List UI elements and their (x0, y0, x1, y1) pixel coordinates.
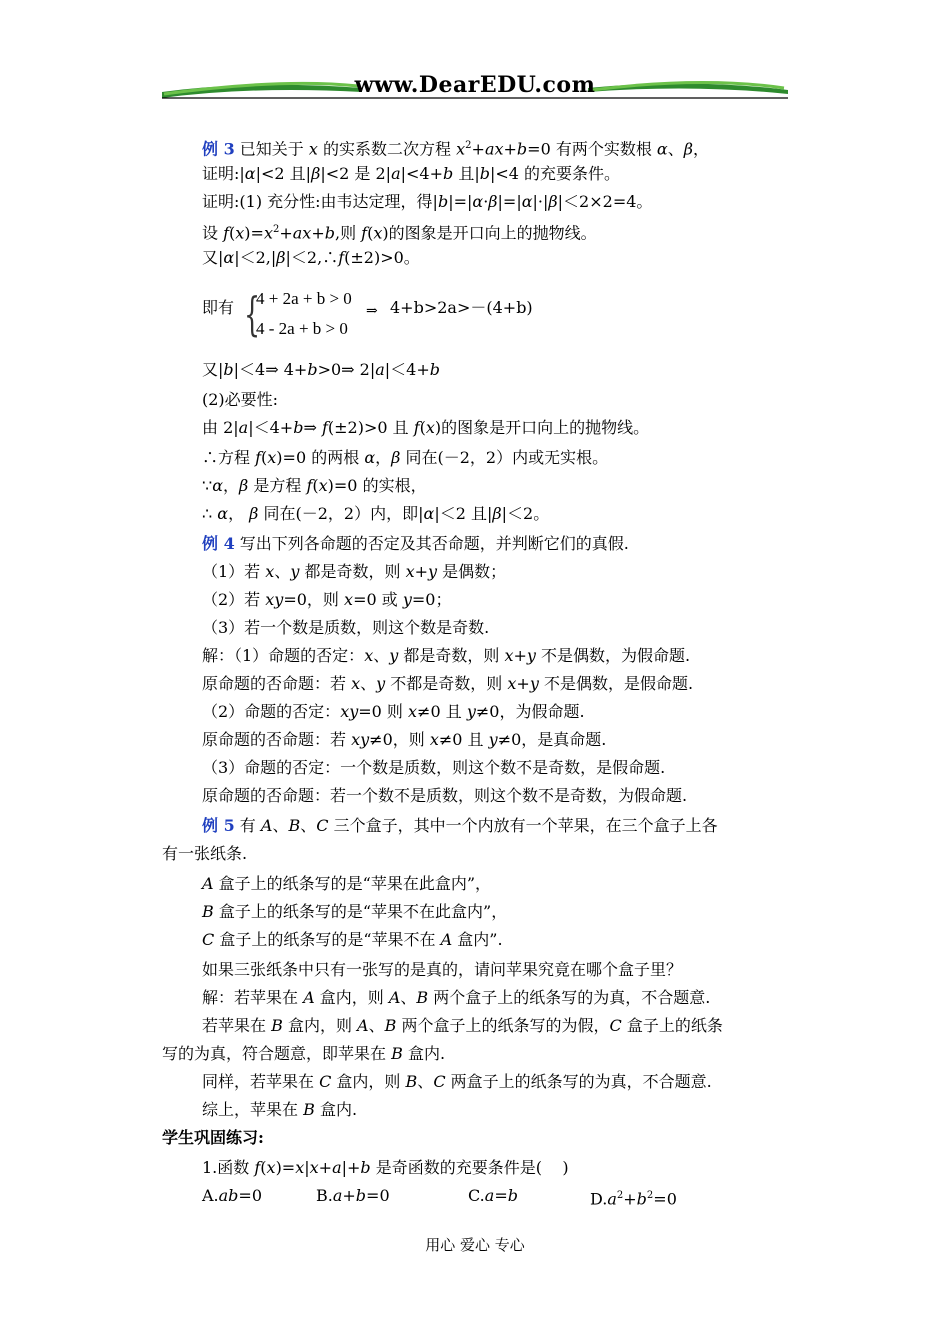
text-line: A 盒子上的纸条写的是“苹果在此盒内”， (202, 874, 492, 893)
example-3-line: 例 3 已知关于 x 的实系数二次方程 $x^2+ax+b=0$ 有两个实数根 α、β， (202, 139, 710, 159)
text-line: 证明:|α|<2 且|β|<2 是 2|a|<4+b 且|b|<4 的充要条件。 (202, 164, 621, 183)
text-line: （3）命题的否定：一个数是质数，则这个数不是奇数，是假命题. (202, 758, 666, 777)
option-b: B.a+b=0 (316, 1186, 390, 1205)
text-line: 证明:(1) 充分性:由韦达定理，得|b|=|α·β|=|α|·|β|＜2×2=4。 (202, 192, 653, 211)
implies-arrow: ⇒ (366, 303, 378, 319)
text-line: ∴方程 f(x)=0 的两根 α，β 同在(－2，2）内或无实根。 (202, 448, 609, 467)
text-line: 原命题的否命题：若一个数不是质数，则这个数不是奇数，为假命题. (202, 786, 688, 805)
text-line: 原命题的否命题：若 xy≠0，则 x≠0 且 y≠0，是真命题. (202, 730, 607, 749)
text-line: （1）若 x、y 都是奇数，则 x+y 是偶数； (202, 562, 507, 581)
text-line: 解：若苹果在 A 盒内，则 A、B 两个盒子上的纸条写的为真，不合题意. (202, 988, 711, 1007)
option-d: $D.a^2+b^2=0$ (590, 1189, 677, 1209)
page-footer: 用心 爱心 专心 (425, 1236, 525, 1254)
text-line: 若苹果在 B 盒内，则 A、B 两个盒子上的纸条写的为假，C 盒子上的纸条 (202, 1016, 723, 1035)
text-line: 设 $f(x)=x^2+ax+b$,则 f(x)的图象是开口向上的抛物线。 (202, 223, 597, 243)
text-line: （2）命题的否定：xy=0 则 x≠0 且 y≠0，为假命题. (202, 702, 585, 721)
text-line: 又|α|＜2,|β|＜2,∴f(±2)>0。 (202, 248, 420, 267)
text-line: （3）若一个数是质数，则这个数是奇数. (202, 618, 490, 637)
text-line: （2）若 xy=0，则 x=0 或 y=0； (202, 590, 452, 609)
text-line: C 盒子上的纸条写的是“苹果不在 A 盒内”. (202, 930, 503, 949)
text-line: 解：（1）命题的否定：x、y 都是奇数，则 x+y 不是偶数，为假命题. (202, 646, 691, 665)
text-line: 1.函数 f(x)=x|x+a|+b 是奇函数的充要条件是( ) (202, 1158, 569, 1177)
text-line: B 盒子上的纸条写的是“苹果不在此盒内”， (202, 902, 508, 921)
text-line: 有一张纸条. (162, 844, 248, 863)
section-heading: 学生巩固练习: (162, 1128, 264, 1147)
system-row-2: 4 - 2a + b > 0 (256, 319, 348, 338)
option-c: C.a=b (468, 1186, 518, 1205)
text-line: 原命题的否命题：若 x、y 不都是奇数，则 x+y 不是偶数，是假命题. (202, 674, 694, 693)
text-line: ∵α，β 是方程 f(x)=0 的实根， (202, 476, 427, 495)
example-5-line: 例 5 有 A、B、C 三个盒子，其中一个内放有一个苹果，在三个盒子上各 (202, 816, 718, 835)
text-line: (2)必要性: (202, 390, 279, 409)
text-line: ∴ α， β 同在(－2，2）内，即|α|＜2 且|β|＜2。 (202, 504, 550, 523)
system-label: 即有 (202, 298, 235, 317)
site-title: www.DearEDU.com (354, 72, 596, 98)
system-result: 4+b>2a>－(4+b) (390, 298, 533, 317)
text-line: 综上，苹果在 B 盒内. (202, 1100, 358, 1119)
text-line: 写的为真，符合题意，即苹果在 B 盒内. (162, 1044, 446, 1063)
example-4-line: 例 4 写出下列各命题的否定及其否命题，并判断它们的真假. (202, 534, 629, 553)
option-a: A.ab=0 (202, 1186, 263, 1205)
text-line: 又|b|＜4⇒ 4+b>0⇒ 2|a|＜4+b (202, 360, 440, 379)
left-brace: { (244, 287, 261, 341)
system-row-1: 4 + 2a + b > 0 (256, 289, 352, 308)
text-line: 同样，若苹果在 C 盒内，则 B、C 两盒子上的纸条写的为真，不合题意. (202, 1072, 712, 1091)
text-line: 由 2|a|＜4+b⇒ f(±2)>0 且 f(x)的图象是开口向上的抛物线。 (202, 418, 650, 437)
text-line: 如果三张纸条中只有一张写的是真的，请问苹果究竟在哪个盒子里？ (202, 960, 683, 979)
